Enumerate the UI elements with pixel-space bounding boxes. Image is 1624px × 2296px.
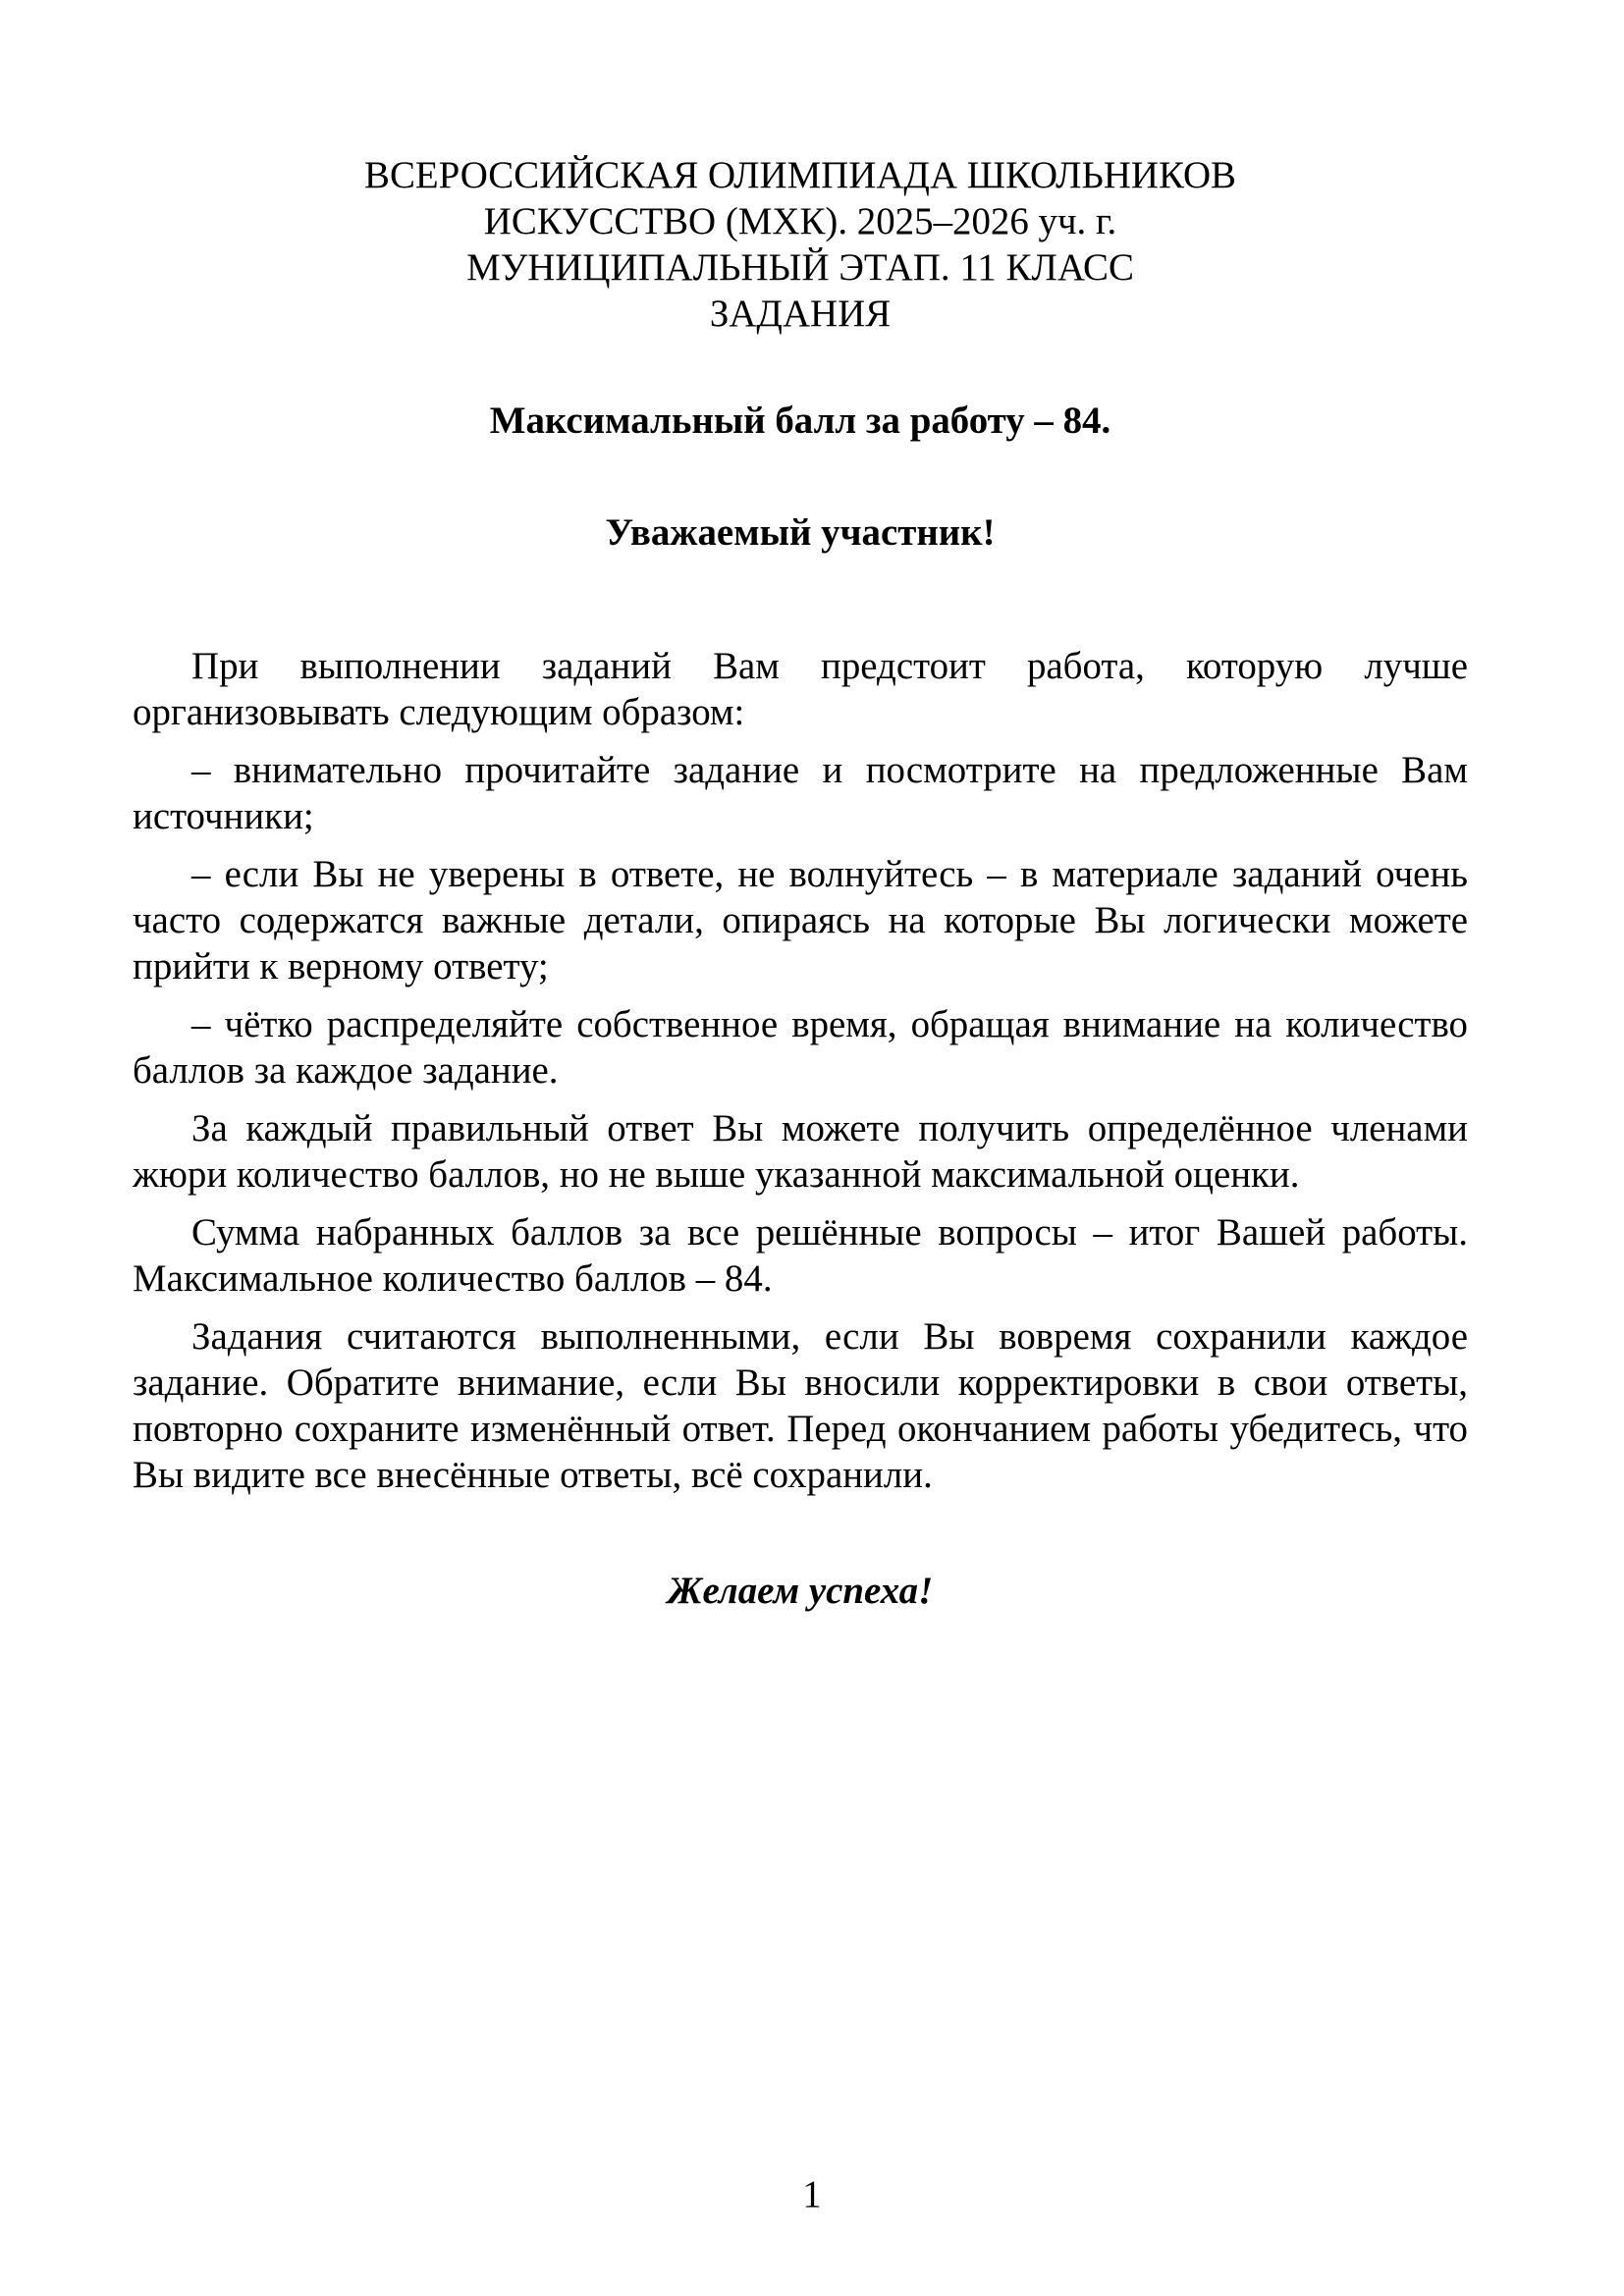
closing-wish: Желаем успеха! bbox=[667, 1570, 934, 1612]
document-title-block bbox=[133, 152, 1468, 337]
title-line-tasks: ЗАДАНИЯ bbox=[709, 293, 892, 335]
title-line-subject-year: ИСКУССТВО (МХК). 2025–2026 уч. г. bbox=[483, 200, 1117, 242]
title-line-stage-grade: МУНИЦИПАЛЬНЫЙ ЭТАП. 11 КЛАСС bbox=[466, 246, 1134, 289]
intro-paragraph: При выполнении заданий Вам предстоит работа, которую лучше организовывать следующим образом: bbox=[133, 645, 1468, 733]
greeting-heading: Уважаемый участник! bbox=[605, 511, 996, 554]
max-score-heading: Максимальный балл за работу – 84. bbox=[489, 400, 1111, 442]
title-line-olympiad: ВСЕРОССИЙСКАЯ ОЛИМПИАДА ШКОЛЬНИКОВ bbox=[364, 154, 1236, 196]
instruction-paragraph-scoring: За каждый правильный ответ Вы можете получить определённое членами жюри количество баллов, но не выше указанной максимальной оценки. bbox=[133, 1107, 1468, 1196]
document-content bbox=[133, 0, 1468, 1614]
instruction-paragraph-not-sure: – если Вы не уверены в ответе, не волнуйтесь – в материале заданий очень часто содержатся важные детали, опираясь на которые Вы логически можете прийти к верному ответу; bbox=[133, 853, 1468, 988]
instruction-paragraph-manage-time: – чётко распределяйте собственное время, обращая внимание на количество баллов за каждое задание. bbox=[133, 1003, 1468, 1092]
instruction-paragraph-total-score: Сумма набранных баллов за все решённые вопросы – итог Вашей работы. Максимальное количество баллов – 84. bbox=[133, 1211, 1468, 1300]
instruction-paragraph-saving-answers: Задания считаются выполненными, если Вы вовремя сохранили каждое задание. Обратите внимание, если Вы вносили корректировки в свои ответы, повторно сохраните изменённый ответ. Перед окончанием работы убедитесь, что Вы видите все внесённые ответы, всё сохранили. bbox=[133, 1315, 1468, 1496]
page-number: 1 bbox=[802, 2173, 822, 2216]
instructions-body bbox=[133, 643, 1468, 1498]
instruction-paragraph-read-carefully: – внимательно прочитайте задание и посмотрите на предложенные Вам источники; bbox=[133, 749, 1468, 837]
